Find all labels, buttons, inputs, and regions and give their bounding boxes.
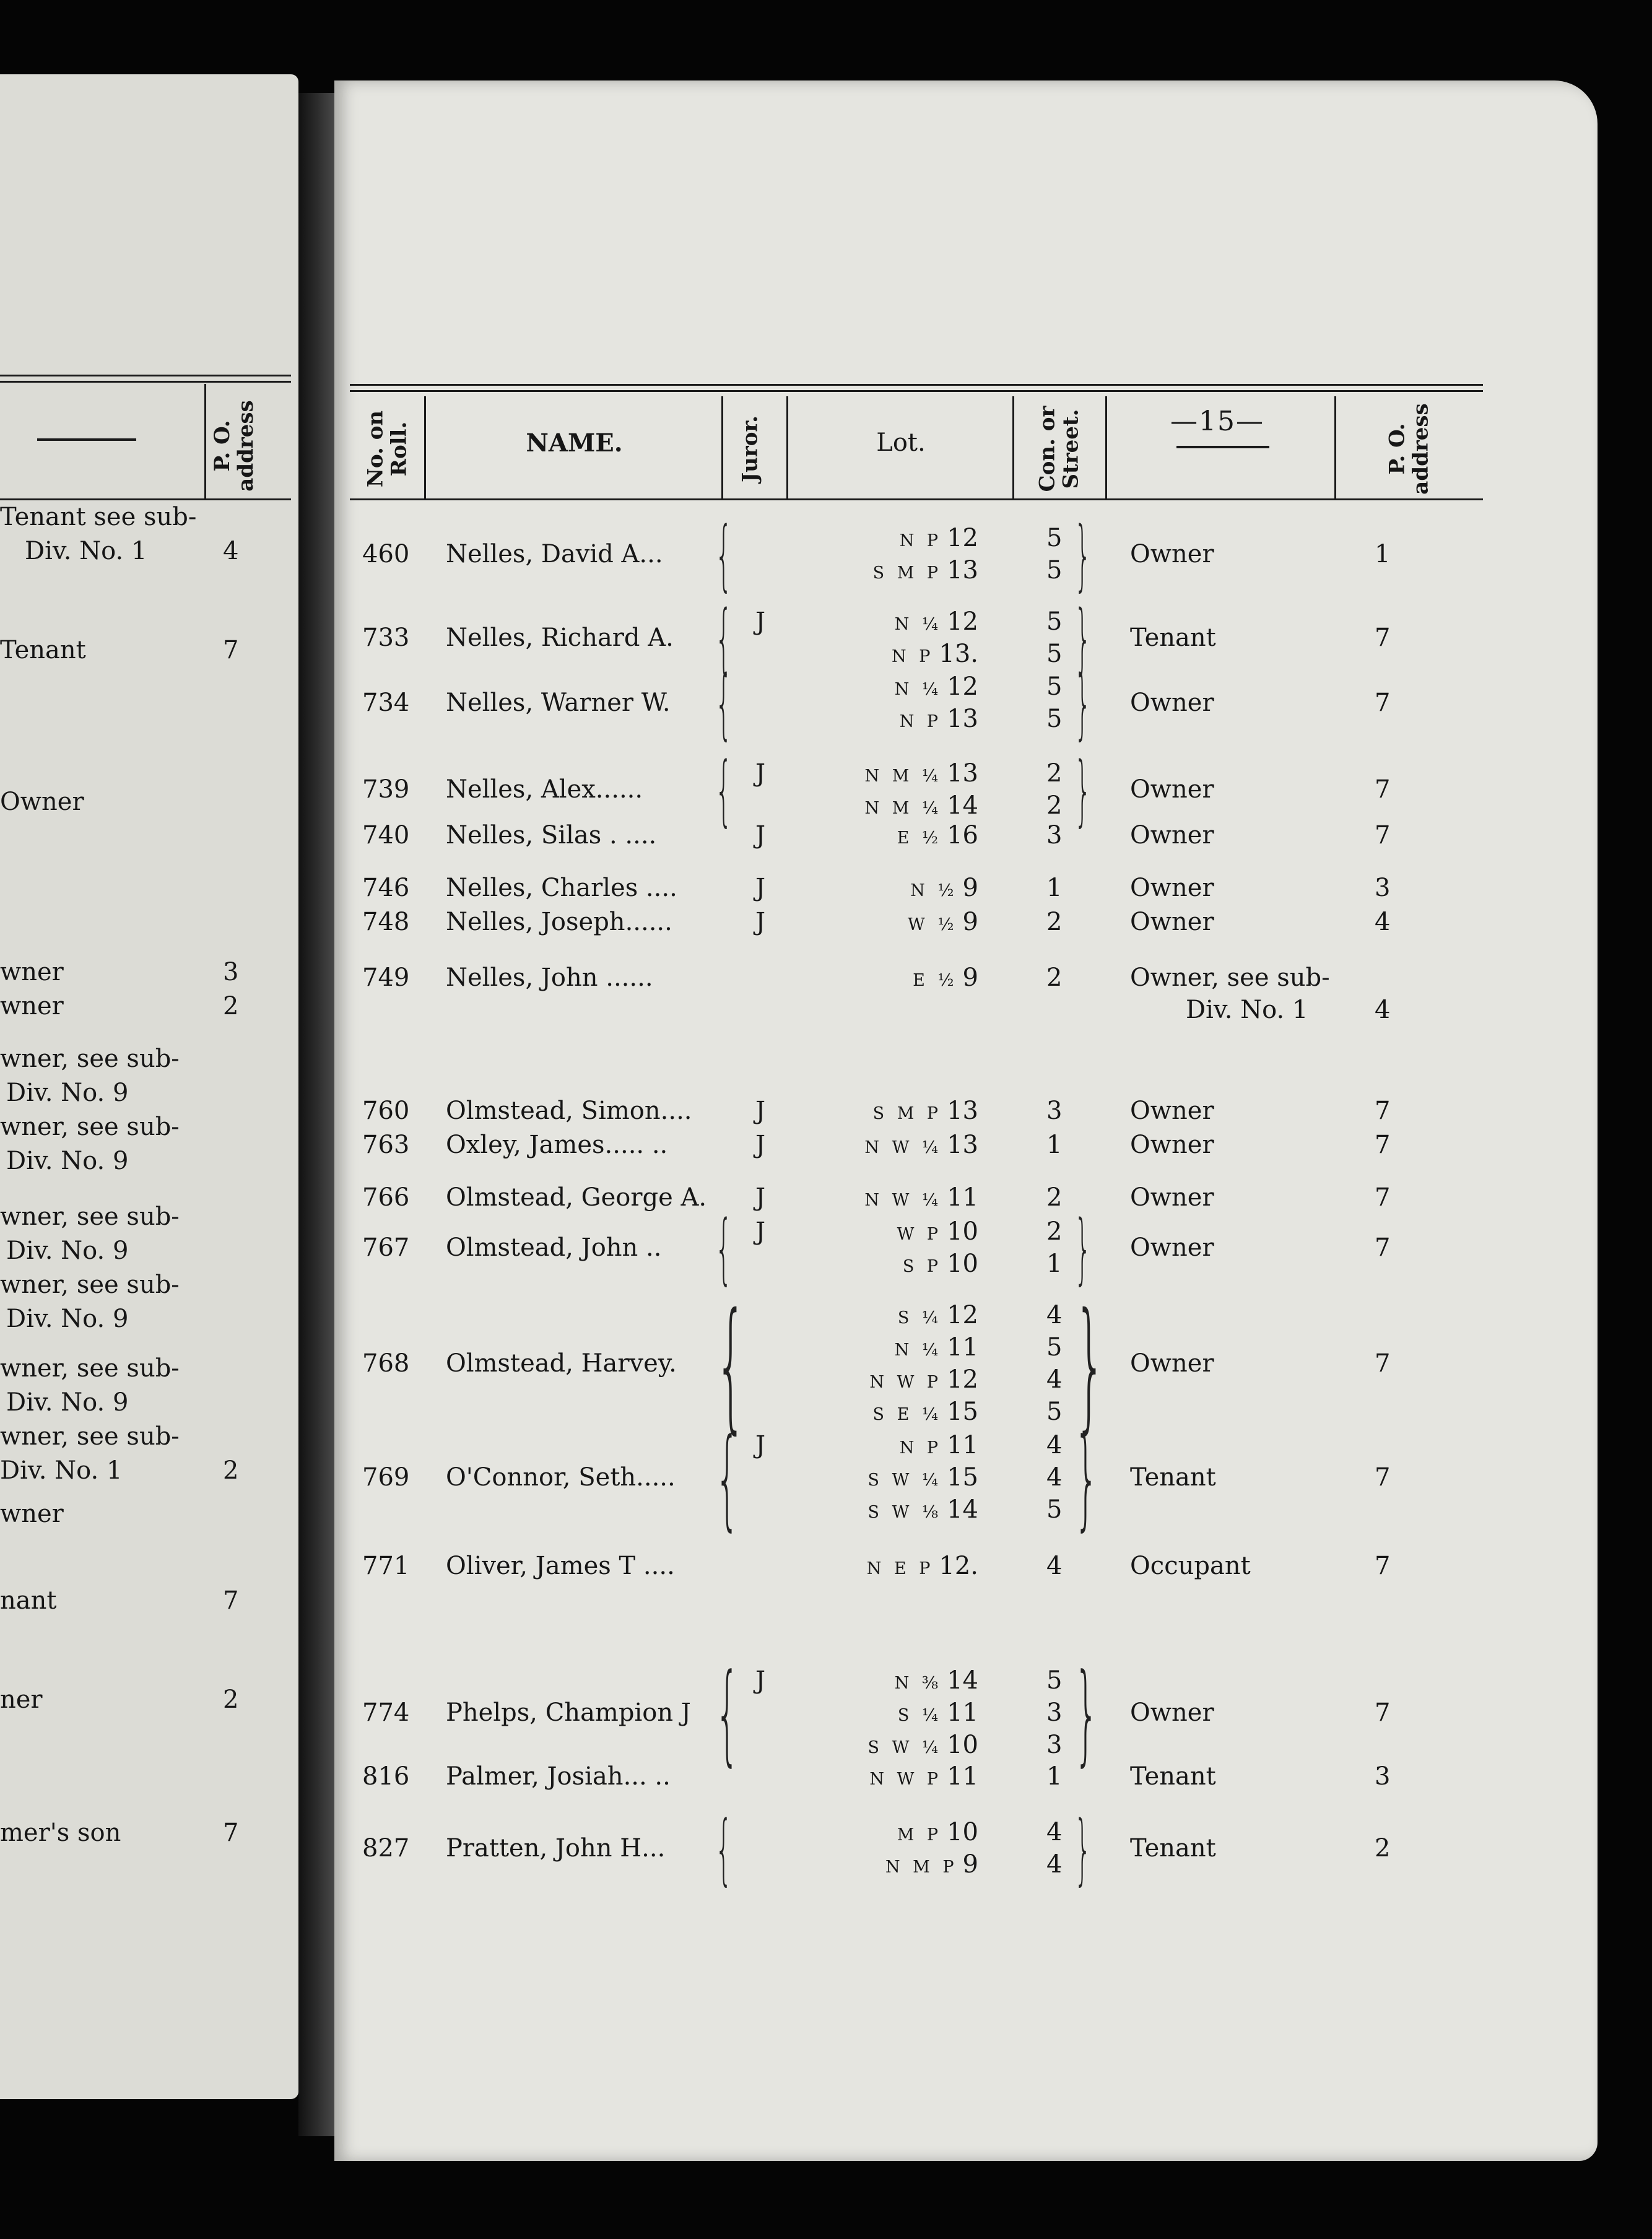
po-address: 7 xyxy=(1375,1463,1391,1492)
concession: 5 xyxy=(1046,640,1063,668)
left-line-text: Owner xyxy=(0,788,84,816)
po-address: 7 xyxy=(1375,624,1391,652)
col-divider-3 xyxy=(786,396,788,498)
lot-number: 13 xyxy=(947,705,978,733)
name: Olmstead, Simon.... xyxy=(446,1097,692,1125)
left-line-po: 7 xyxy=(223,636,239,664)
left-line-text: mer's son xyxy=(0,1819,121,1847)
po-address: 7 xyxy=(1375,1349,1391,1378)
concession: 5 xyxy=(1046,705,1063,733)
juror-mark: J xyxy=(755,908,766,936)
lot-number: 10 xyxy=(947,1818,978,1846)
left-line-po: 2 xyxy=(223,992,239,1020)
status: Owner, see sub- xyxy=(1130,963,1330,992)
lot-entry xyxy=(768,1463,978,1495)
lot-part: E ½ xyxy=(913,971,958,990)
lot-number: 9 xyxy=(962,874,978,902)
lot-number: 15 xyxy=(947,1463,978,1492)
concession: 5 xyxy=(1046,672,1063,701)
left-line-text: wner, see sub- xyxy=(0,1113,180,1141)
lot-number: 11 xyxy=(947,1183,978,1212)
juror-mark: J xyxy=(755,1131,766,1159)
left-line-text: nant xyxy=(0,1586,57,1615)
name: Oliver, James T .... xyxy=(446,1552,675,1580)
status: Occupant xyxy=(1130,1552,1251,1580)
header-rule-bottom xyxy=(350,498,1483,500)
roll-number: 460 xyxy=(362,540,410,568)
concession: 2 xyxy=(1046,1183,1063,1212)
concession: 4 xyxy=(1046,1431,1063,1459)
lot-part: N P xyxy=(899,1438,942,1458)
lot-part: N ½ xyxy=(910,881,958,900)
lot-entry xyxy=(768,1762,978,1794)
lot-entry xyxy=(768,1333,978,1365)
lot-part: S E ¼ xyxy=(872,1405,942,1424)
left-line-text: Div. No. 1 xyxy=(25,537,147,565)
lot-number: 13 xyxy=(947,1097,978,1125)
roll-number: 734 xyxy=(362,689,410,717)
concession: 3 xyxy=(1046,1698,1063,1727)
left-line-po: 2 xyxy=(223,1685,239,1714)
name: Pratten, John H... xyxy=(446,1834,666,1863)
header-rule-top-2 xyxy=(350,390,1483,392)
status: Owner xyxy=(1130,1349,1214,1378)
header-po: P. O. address xyxy=(1385,403,1433,495)
con-brace-icon: } xyxy=(1074,659,1092,749)
po-address: 7 xyxy=(1375,689,1391,717)
lot-part: N W P xyxy=(869,1373,942,1392)
lot-number: 12 xyxy=(947,607,978,636)
lot-entry xyxy=(768,1130,978,1163)
lot-number: 12. xyxy=(939,1552,978,1580)
lot-part: S M P xyxy=(872,1104,942,1123)
name-brace-icon: { xyxy=(715,1650,740,1777)
concession: 4 xyxy=(1046,1850,1063,1879)
po-address: 4 xyxy=(1375,996,1391,1024)
lot-part: N W P xyxy=(869,1770,942,1789)
status-continued: Div. No. 1 xyxy=(1186,996,1308,1024)
roll-number: 749 xyxy=(362,963,410,992)
left-po-header: P. O. address xyxy=(210,400,258,492)
concession: 2 xyxy=(1046,791,1063,820)
roll-number: 771 xyxy=(362,1552,410,1580)
left-line-text: Div. No. 9 xyxy=(6,1388,129,1417)
status: Tenant xyxy=(1130,624,1216,652)
lot-number: 12 xyxy=(947,524,978,552)
concession: 5 xyxy=(1046,556,1063,585)
lot-part: S ¼ xyxy=(897,1706,942,1725)
lot-entry xyxy=(768,1300,978,1333)
name: Nelles, Silas . .... xyxy=(446,821,657,850)
roll-number: 768 xyxy=(362,1349,410,1378)
left-line-po: 4 xyxy=(223,537,239,565)
lot-entry xyxy=(768,1217,978,1250)
lot-part: S ¼ xyxy=(897,1308,942,1328)
juror-mark: J xyxy=(755,1666,766,1695)
lot-entry xyxy=(768,820,978,853)
left-line-text: Div. No. 9 xyxy=(6,1237,129,1265)
left-page-fragment xyxy=(0,74,298,2099)
po-address: 7 xyxy=(1375,821,1391,850)
roll-number: 763 xyxy=(362,1131,410,1159)
concession: 1 xyxy=(1046,1131,1063,1159)
po-address: 3 xyxy=(1375,1762,1391,1791)
lot-part: N ¼ xyxy=(894,680,942,699)
lot-number: 11 xyxy=(947,1698,978,1727)
status: Owner xyxy=(1130,540,1214,568)
lot-part: W P xyxy=(897,1225,942,1244)
name: Nelles, Charles .... xyxy=(446,874,677,902)
name-brace-icon: { xyxy=(715,659,733,749)
lot-entry xyxy=(768,1249,978,1282)
name: Oxley, James..... .. xyxy=(446,1131,668,1159)
left-header-dash xyxy=(37,438,136,441)
lot-number: 13 xyxy=(947,1131,978,1159)
lot-entry xyxy=(768,639,978,672)
status: Owner xyxy=(1130,1183,1214,1212)
status: Owner xyxy=(1130,1698,1214,1727)
header-name: NAME. xyxy=(526,428,623,458)
lot-number: 10 xyxy=(947,1217,978,1246)
lot-entry xyxy=(768,1365,978,1398)
juror-mark: J xyxy=(755,607,766,636)
con-brace-icon: } xyxy=(1074,1282,1106,1447)
name: Nelles, Warner W. xyxy=(446,689,671,717)
status: Tenant xyxy=(1130,1762,1216,1791)
lot-number: 10 xyxy=(947,1250,978,1278)
name: Palmer, Josiah... .. xyxy=(446,1762,671,1791)
lot-part: S W ⅛ xyxy=(867,1503,942,1522)
lot-part: N W ¼ xyxy=(864,1191,942,1210)
status: Owner xyxy=(1130,1131,1214,1159)
lot-part: E ½ xyxy=(897,828,942,848)
name: Nelles, Joseph...... xyxy=(446,908,672,936)
lot-entry xyxy=(768,607,978,640)
po-address: 7 xyxy=(1375,775,1391,804)
left-line-text: Div. No. 9 xyxy=(6,1305,129,1333)
juror-mark: J xyxy=(755,1217,766,1246)
left-line-po: 2 xyxy=(223,1456,239,1485)
left-header-rule-top xyxy=(0,375,291,376)
roll-number: 816 xyxy=(362,1762,410,1791)
lot-number: 16 xyxy=(947,821,978,850)
po-address: 2 xyxy=(1375,1834,1391,1863)
concession: 4 xyxy=(1046,1463,1063,1492)
left-line-text: wner xyxy=(0,1500,64,1528)
lot-part: N M P xyxy=(885,1858,958,1877)
roll-number: 733 xyxy=(362,624,410,652)
roll-number: 766 xyxy=(362,1183,410,1212)
concession: 3 xyxy=(1046,821,1063,850)
lot-part: W ½ xyxy=(908,915,958,934)
po-address: 7 xyxy=(1375,1233,1391,1262)
left-line-text: Div. No. 9 xyxy=(6,1079,129,1107)
name: Phelps, Champion J xyxy=(446,1698,691,1727)
roll-number: 774 xyxy=(362,1698,410,1727)
concession: 5 xyxy=(1046,1333,1063,1362)
po-address: 7 xyxy=(1375,1131,1391,1159)
lot-part: N P xyxy=(892,647,934,666)
status: Owner xyxy=(1130,874,1214,902)
po-address: 1 xyxy=(1375,540,1391,568)
concession: 4 xyxy=(1046,1365,1063,1394)
lot-entry xyxy=(768,704,978,737)
left-line-text: wner xyxy=(0,958,64,986)
name: Olmstead, George A. xyxy=(446,1183,707,1212)
concession: 3 xyxy=(1046,1097,1063,1125)
right-page xyxy=(334,80,1598,2161)
lot-part: N ¼ xyxy=(894,1341,942,1360)
left-line-po: 7 xyxy=(223,1586,239,1615)
roll-number: 769 xyxy=(362,1463,410,1492)
left-line-text: wner xyxy=(0,992,64,1020)
lot-part: S W ¼ xyxy=(867,1738,942,1757)
lot-part: N ⅜ xyxy=(894,1674,942,1693)
lot-entry xyxy=(768,1397,978,1430)
lot-part: N M ¼ xyxy=(864,767,942,786)
col-divider-6 xyxy=(1334,396,1336,498)
concession: 5 xyxy=(1046,1398,1063,1426)
lot-part: N W ¼ xyxy=(864,1138,942,1157)
lot-number: 14 xyxy=(947,1666,978,1695)
left-line-po: 3 xyxy=(223,958,239,986)
col-divider-1 xyxy=(424,396,426,498)
lot-entry xyxy=(768,759,978,791)
status: Tenant xyxy=(1130,1463,1216,1492)
header-juror: Juror. xyxy=(737,415,763,483)
name: Nelles, David A... xyxy=(446,540,663,568)
po-address: 7 xyxy=(1375,1698,1391,1727)
name: Olmstead, Harvey. xyxy=(446,1349,677,1378)
concession: 1 xyxy=(1046,1250,1063,1278)
status: Owner xyxy=(1130,908,1214,936)
lot-number: 10 xyxy=(947,1731,978,1759)
lot-number: 9 xyxy=(962,1850,978,1879)
juror-mark: J xyxy=(755,874,766,902)
lot-entry xyxy=(768,523,978,556)
po-address: 7 xyxy=(1375,1097,1391,1125)
lot-entry xyxy=(768,1495,978,1528)
con-brace-icon: } xyxy=(1074,594,1092,684)
roll-number: 739 xyxy=(362,775,410,804)
lot-part: N E P xyxy=(866,1559,934,1578)
concession: 5 xyxy=(1046,1666,1063,1695)
lot-number: 12 xyxy=(947,1365,978,1394)
roll-number: 748 xyxy=(362,908,410,936)
lot-number: 11 xyxy=(947,1762,978,1791)
concession: 5 xyxy=(1046,524,1063,552)
lot-part: S M P xyxy=(872,563,942,583)
name-brace-icon: { xyxy=(715,1204,733,1293)
lot-part: N ¼ xyxy=(894,615,942,634)
name-brace-icon: { xyxy=(715,1282,747,1447)
lot-entry xyxy=(768,907,978,940)
left-line-po: 7 xyxy=(223,1819,239,1847)
lot-entry xyxy=(768,1698,978,1731)
status: Owner xyxy=(1130,775,1214,804)
name: O'Connor, Seth..... xyxy=(446,1463,676,1492)
concession: 4 xyxy=(1046,1552,1063,1580)
left-line-text: Tenant see sub- xyxy=(0,503,197,531)
con-brace-icon: } xyxy=(1074,746,1092,835)
roll-number: 746 xyxy=(362,874,410,902)
lot-entry xyxy=(768,672,978,705)
lot-entry xyxy=(768,791,978,824)
con-brace-icon: } xyxy=(1074,1415,1099,1542)
status: Owner xyxy=(1130,821,1214,850)
left-line-text: wner, see sub- xyxy=(0,1045,180,1073)
lot-entry xyxy=(768,963,978,996)
status: Owner xyxy=(1130,1233,1214,1262)
lot-entry xyxy=(768,1666,978,1698)
name-brace-icon: { xyxy=(715,746,733,835)
col-divider-4 xyxy=(1012,396,1014,498)
concession: 1 xyxy=(1046,874,1063,902)
left-line-text: wner, see sub- xyxy=(0,1354,180,1383)
lot-part: N P xyxy=(899,531,942,550)
left-col-divider xyxy=(204,384,206,498)
juror-mark: J xyxy=(755,821,766,850)
name: Nelles, Richard A. xyxy=(446,624,674,652)
lot-part: M P xyxy=(897,1825,942,1845)
lot-number: 14 xyxy=(947,791,978,820)
concession: 3 xyxy=(1046,1731,1063,1759)
left-line-text: wner, see sub- xyxy=(0,1422,180,1451)
lot-part: S P xyxy=(902,1257,942,1276)
lot-entry xyxy=(768,873,978,906)
lot-number: 13 xyxy=(947,556,978,585)
name-brace-icon: { xyxy=(715,511,733,600)
lot-number: 12 xyxy=(947,672,978,701)
header-con: Con. or Street. xyxy=(1035,406,1084,492)
left-line-text: Div. No. 1 xyxy=(0,1456,123,1485)
name: Nelles, John ...... xyxy=(446,963,653,992)
lot-part: N P xyxy=(899,712,942,731)
name-brace-icon: { xyxy=(715,1415,740,1542)
name: Nelles, Alex...... xyxy=(446,775,643,804)
lot-entry xyxy=(768,1096,978,1129)
lot-number: 13 xyxy=(947,759,978,788)
status: Tenant xyxy=(1130,1834,1216,1863)
left-line-text: wner, see sub- xyxy=(0,1202,180,1231)
roll-number: 827 xyxy=(362,1834,410,1863)
po-address: 7 xyxy=(1375,1552,1391,1580)
col-divider-2 xyxy=(721,396,723,498)
juror-mark: J xyxy=(755,1183,766,1212)
lot-entry xyxy=(768,1430,978,1463)
lot-entry xyxy=(768,1817,978,1850)
status: Owner xyxy=(1130,1097,1214,1125)
concession: 5 xyxy=(1046,1495,1063,1524)
concession: 4 xyxy=(1046,1301,1063,1329)
name-brace-icon: { xyxy=(715,1805,733,1894)
lot-entry xyxy=(768,1551,978,1584)
name: Olmstead, John .. xyxy=(446,1233,662,1262)
con-brace-icon: } xyxy=(1074,511,1092,600)
header-roll: No. on Roll. xyxy=(363,410,412,488)
juror-mark: J xyxy=(755,759,766,788)
lot-number: 9 xyxy=(962,908,978,936)
roll-number: 740 xyxy=(362,821,410,850)
left-line-text: Div. No. 9 xyxy=(6,1147,129,1175)
lot-number: 11 xyxy=(947,1333,978,1362)
concession: 2 xyxy=(1046,1217,1063,1246)
roll-number: 767 xyxy=(362,1233,410,1262)
concession: 2 xyxy=(1046,963,1063,992)
lot-number: 11 xyxy=(947,1431,978,1459)
lot-entry xyxy=(768,1730,978,1763)
concession: 5 xyxy=(1046,607,1063,636)
po-address: 3 xyxy=(1375,874,1391,902)
po-address: 7 xyxy=(1375,1183,1391,1212)
left-header-rule-top-2 xyxy=(0,381,291,383)
left-line-text: wner, see sub- xyxy=(0,1271,180,1299)
concession: 4 xyxy=(1046,1818,1063,1846)
header-status-dash xyxy=(1176,446,1269,448)
po-address: 4 xyxy=(1375,908,1391,936)
lot-number: 12 xyxy=(947,1301,978,1329)
lot-entry xyxy=(768,1183,978,1215)
concession: 2 xyxy=(1046,908,1063,936)
juror-mark: J xyxy=(755,1431,766,1459)
con-brace-icon: } xyxy=(1074,1204,1092,1293)
juror-mark: J xyxy=(755,1097,766,1125)
lot-part: S W ¼ xyxy=(867,1471,942,1490)
concession: 2 xyxy=(1046,759,1063,788)
header-rule-top xyxy=(350,384,1483,386)
con-brace-icon: } xyxy=(1074,1650,1099,1777)
name-brace-icon: { xyxy=(715,594,733,684)
lot-entry xyxy=(768,555,978,588)
left-line-text: ner xyxy=(0,1685,43,1714)
lot-entry xyxy=(768,1850,978,1882)
status: Owner xyxy=(1130,689,1214,717)
concession: 1 xyxy=(1046,1762,1063,1791)
roll-number: 760 xyxy=(362,1097,410,1125)
con-brace-icon: } xyxy=(1074,1805,1092,1894)
page-number: —15— xyxy=(1170,406,1264,437)
lot-number: 9 xyxy=(962,963,978,992)
col-divider-5 xyxy=(1105,396,1107,498)
header-lot: Lot. xyxy=(876,428,926,457)
lot-number: 14 xyxy=(947,1495,978,1524)
lot-number: 15 xyxy=(947,1398,978,1426)
left-line-text: Tenant xyxy=(0,636,86,664)
lot-number: 13. xyxy=(939,640,978,668)
lot-part: N M ¼ xyxy=(864,799,942,818)
